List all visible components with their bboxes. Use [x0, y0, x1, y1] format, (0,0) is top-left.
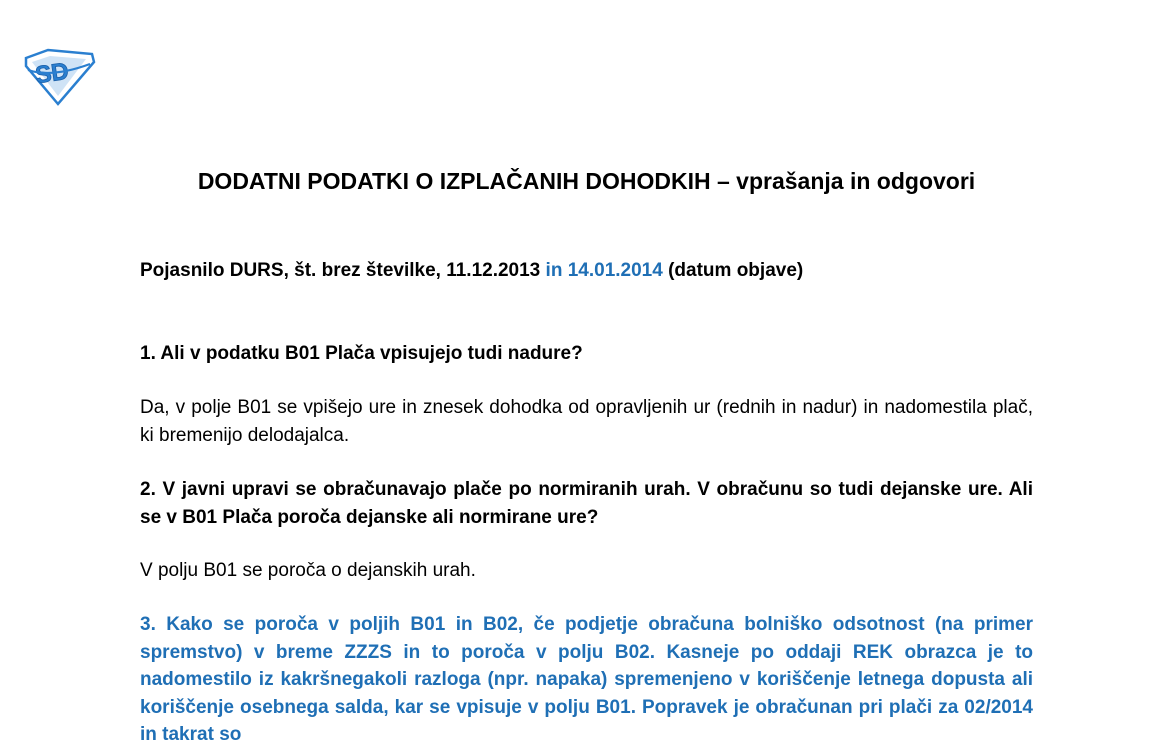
answer-2: V polju B01 se poroča o dejanskih urah. — [140, 560, 476, 581]
question-3: 3. Kako se poroča v poljih B01 in B02, če podjetje obračuna bolniško odsotnost (na primer spremstvo) v breme ZZZS in to poroča v polju B02. Kasneje po oddaji REK obrazca je to nadomestilo iz kakršnegakoli razloga (npr. napaka) spremenjeno v koriščenje letnega dopusta ali koriščenje osebnega salda, kar se vpisuje v polju B01. Popravek je obračunan pri plači za 02/2014 in takrat so — [140, 614, 1033, 743]
subtitle-suffix: (datum objave) — [662, 260, 804, 281]
subtitle-source: Pojasnilo DURS, št. brez številke, 11.12.2013 — [140, 260, 541, 281]
document-title: DODATNI PODATKI O IZPLAČANIH DOHODKIH – vprašanja in odgovori — [197, 168, 976, 194]
answer-1: Da, v polje B01 se vpišejo ure in znesek dohodka od opravljenih ur (rednih in nadur) in nadomestila plač, ki bremenijo delodajalca. — [140, 397, 1033, 446]
subtitle-added-date: in 14.01.2014 — [540, 260, 663, 281]
svg-text:SD: SD — [33, 57, 71, 90]
question-1: 1. Ali v podatku B01 Plača vpisujejo tudi nadure? — [140, 343, 583, 364]
company-logo — [22, 48, 96, 106]
question-2: 2. V javni upravi se obračunavajo plače po normiranih urah. V obračunu so tudi dejanske ure. Ali se v B01 Plača poroča dejanske ali normirane ure? — [140, 479, 1033, 528]
document-subtitle — [140, 258, 803, 284]
